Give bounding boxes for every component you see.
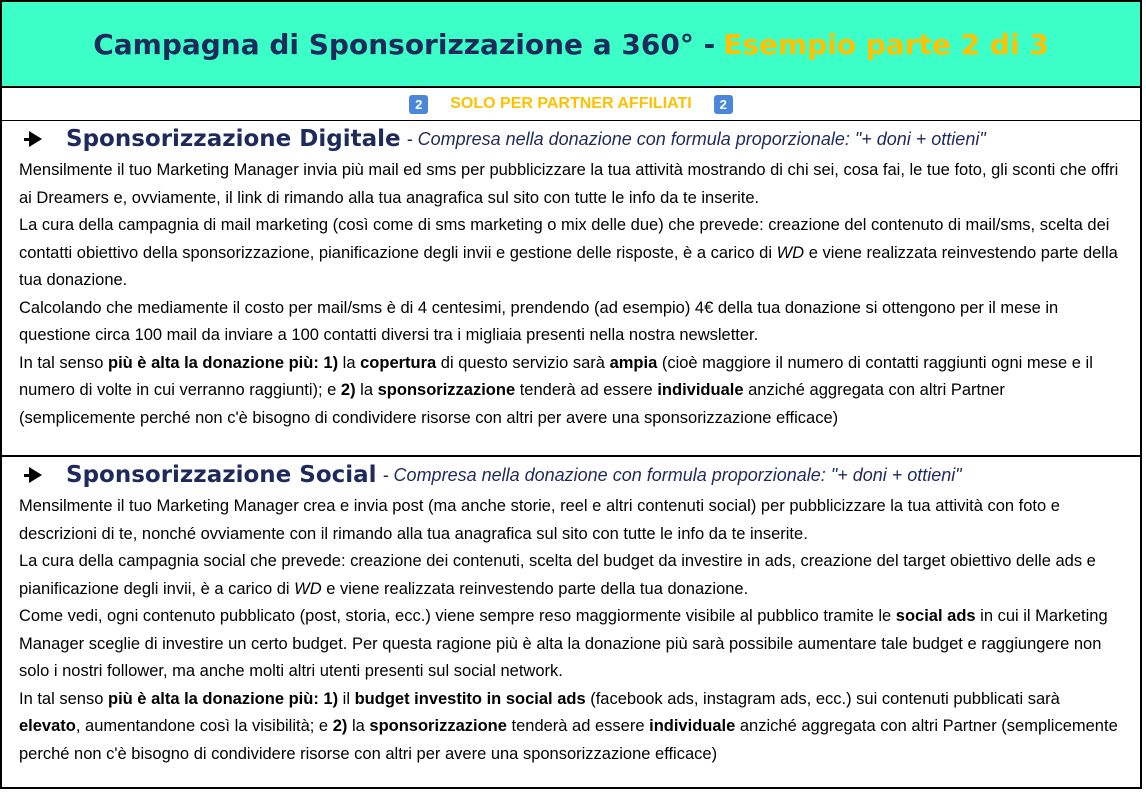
section-social-heading [2,457,1140,493]
section-social-title: Sponsorizzazione Social [66,462,377,488]
paragraph: Mensilmente il tuo Marketing Manager invia più mail ed sms per pubblicizzare la tua attività mostrando di chi sei, cosa fai, le tue foto, gli sconti che offri ai Dreamers e, ovviamente, il link di rimando alla tua anagrafica sul sito con tutte le info da te inserite. [19,161,1119,207]
partner-banner [2,88,1140,121]
section-digital-subtitle: - Compresa nella donazione con formula proporzionale: "+ doni + ottieni" [406,128,986,149]
section-digital-body [2,157,1140,432]
paragraph: In tal senso più è alta la donazione più: 1) il budget investito in social ads (facebook ads, instagram ads, ecc.) sui contenuti pubblicati sarà elevato, aumentandone così la visibilità; e 2) la sponsorizzazione tenderà ad essere individuale anziché aggregata con altri Partner (semplicemente perché non c'è bisogno di condividere risorse con altri per avere una sponsorizzazione efficace) [19,689,1118,763]
section-digital-title: Sponsorizzazione Digitale [66,126,401,152]
paragraph: Come vedi, ogni contenuto pubblicato (post, storia, ecc.) viene sempre reso maggiormente visibile al pubblico tramite le social ads in cui il Marketing Manager sceglie di investire un certo budget. Per questa ragione più è alta la donazione più sarà possibile aumentare tale budget e raggiungere non solo i nostri follower, ma anche molti altri utenti presenti sul social network. [19,607,1108,680]
partner-banner-text: SOLO PER PARTNER AFFILIATI [450,95,692,112]
arrow-bullet-icon [24,467,66,483]
paragraph: La cura della campagnia social che prevede: creazione dei contenuti, scelta del budget da investire in ads, creazione del target obiettivo delle ads e pianificazione degli invii, è a carico di WD e viene realizzata reinvestendo parte della tua donazione. [19,552,1096,598]
paragraph: Mensilmente il tuo Marketing Manager crea e invia post (ma anche storie, reel e altri contenuti social) per pubblicizzare la tua attività con foto e descrizioni di te, nonché ovviamente con il rimando alla tua anagrafica sul sito con tutte le info da te inserite. [19,497,1060,543]
page-title-highlight: Esempio parte 2 di 3 [723,27,1049,61]
paragraph: Calcolando che mediamente il costo per mail/sms è di 4 centesimi, prendendo (ad esempio) 4€ della tua donazione si ottengono per il mese in questione circa 100 mail da inviare a 100 contatti diversi tra i migliaia presenti nella nostra newsletter. [19,298,1059,344]
section-social-subtitle: - Compresa nella donazione con formula proporzionale: "+ doni + ottieni" [382,464,962,485]
page-title: Campagna di Sponsorizzazione a 360° - [93,27,716,61]
paragraph: La cura della campagnia di mail marketing (così come di sms marketing o mix delle due) che prevede: creazione del contenuto di mail/sms, scelta dei contatti obiettivo della sponsorizzazione, pianificazione degli invii e gestione delle risposte, è a carico di WD e viene realizzata reinvestendo parte della tua donazione. [19,216,1118,289]
arrow-bullet-icon [24,131,66,147]
keycap-two-icon: 2 [714,95,733,114]
section-social-body [2,493,1140,768]
page-header [2,2,1140,88]
keycap-two-icon: 2 [409,95,428,114]
paragraph: In tal senso più è alta la donazione più: 1) la copertura di questo servizio sarà ampia (cioè maggiore il numero di contatti raggiunti ogni mese e il numero di volte in cui verranno raggiunti); e 2) la sponsorizzazione tenderà ad essere individuale anziché aggregata con altri Partner (semplicemente perché non c'è bisogno di condividere risorse con altri per avere una sponsorizzazione efficace) [19,353,1093,427]
section-digital-heading [2,121,1140,157]
section-social [2,457,1140,789]
section-digital [2,121,1140,457]
